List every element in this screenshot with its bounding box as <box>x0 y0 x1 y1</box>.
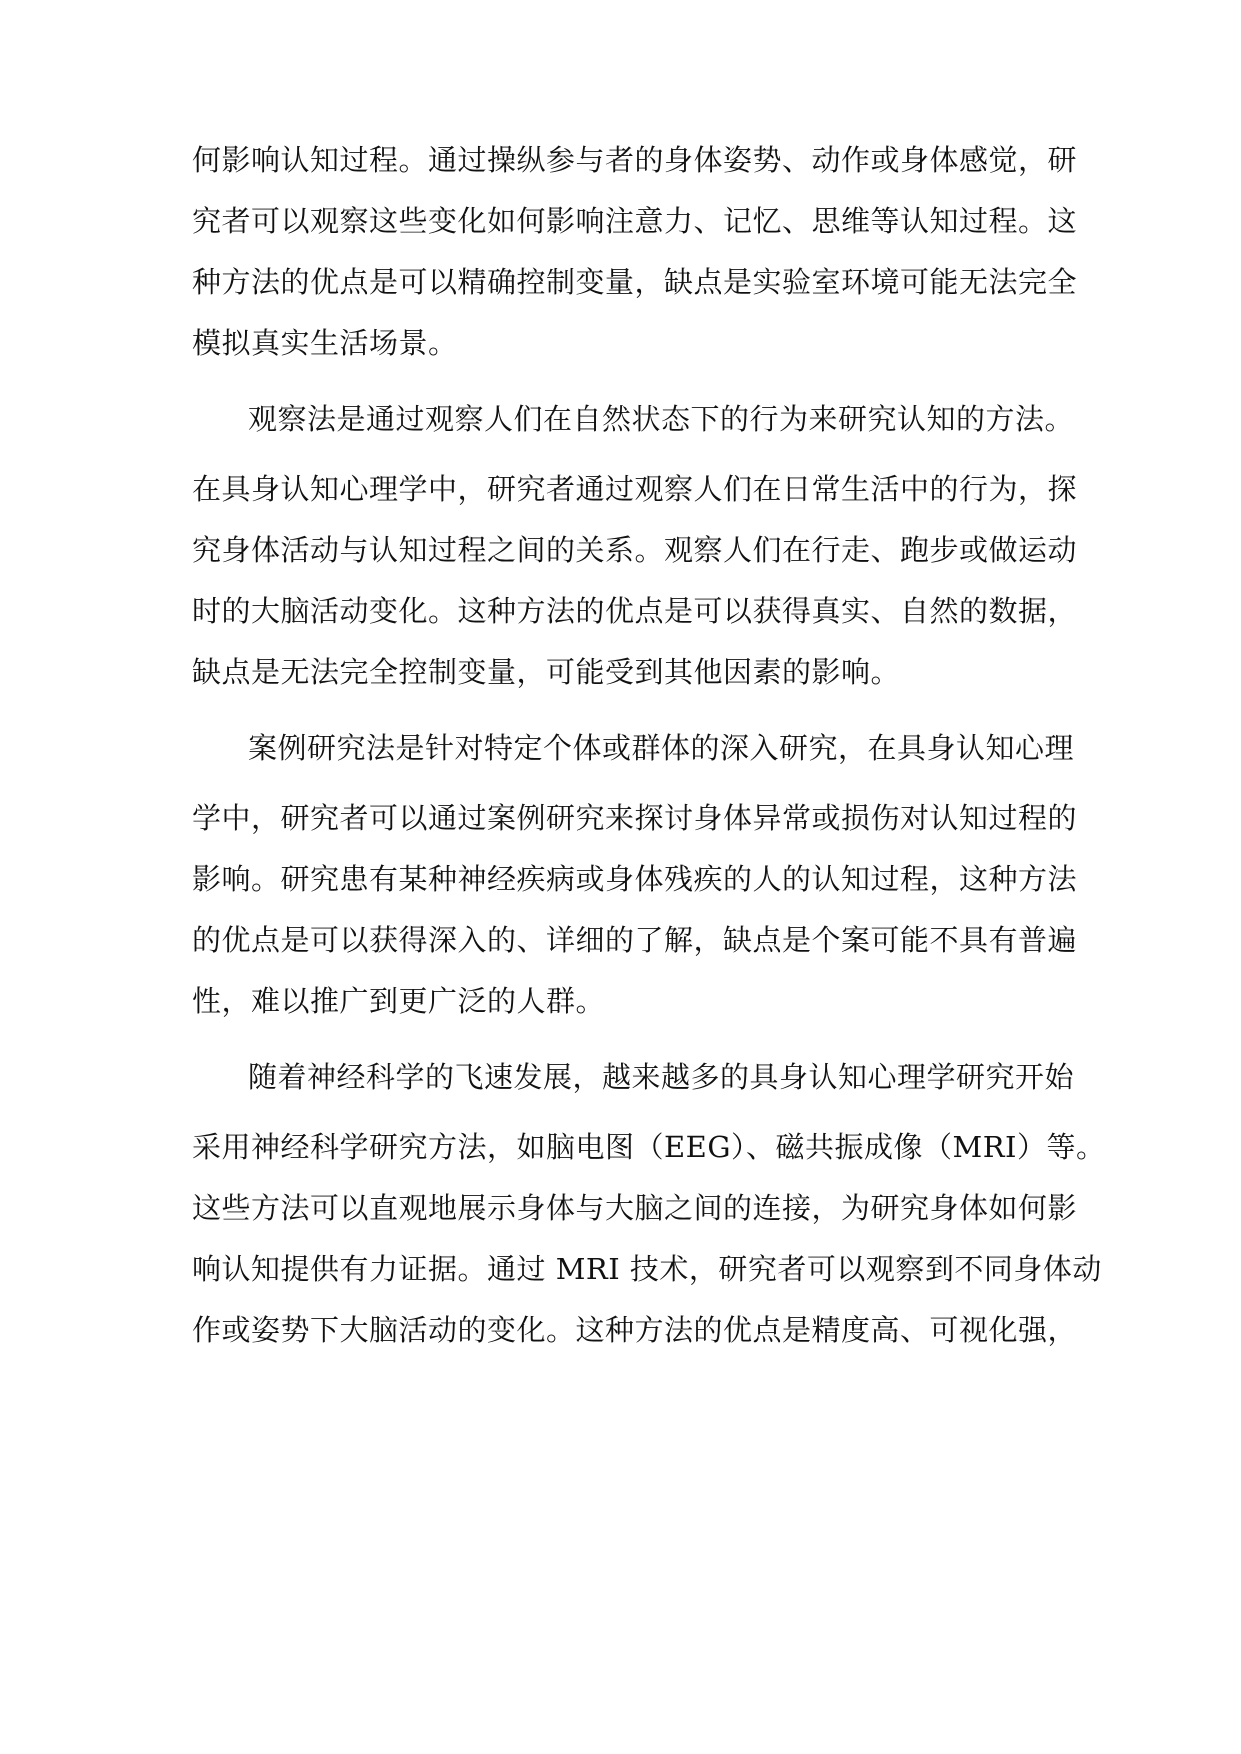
text-line: 究身体活动与认知过程之间的关系。观察人们在行走、跑步或做运动 <box>192 533 1078 567</box>
text-line: 模拟真实生活场景。 <box>192 326 458 360</box>
paragraph-first-line: 随着神经科学的飞速发展，越来越多的具身认知心理学研究开始 <box>248 1060 1075 1094</box>
text-line: 何影响认知过程。通过操纵参与者的身体姿势、动作或身体感觉，研 <box>192 143 1078 177</box>
text-line: 采用神经科学研究方法，如脑电图（EEG）、磁共振成像（MRI）等。 <box>192 1130 1106 1164</box>
text-line: 种方法的优点是可以精确控制变量，缺点是实验室环境可能无法完全 <box>192 265 1078 299</box>
text-line: 这些方法可以直观地展示身体与大脑之间的连接，为研究身体如何影 <box>192 1191 1078 1225</box>
text-line: 响认知提供有力证据。通过 MRI 技术，研究者可以观察到不同身体动 <box>192 1252 1102 1286</box>
text-line: 学中，研究者可以通过案例研究来探讨身体异常或损伤对认知过程的 <box>192 801 1078 835</box>
text-line: 的优点是可以获得深入的、详细的了解，缺点是个案可能不具有普遍 <box>192 923 1078 957</box>
paragraph-first-line: 观察法是通过观察人们在自然状态下的行为来研究认知的方法。 <box>248 402 1075 436</box>
paragraph-first-line: 案例研究法是针对特定个体或群体的深入研究，在具身认知心理 <box>248 731 1075 765</box>
text-line: 缺点是无法完全控制变量，可能受到其他因素的影响。 <box>192 655 901 689</box>
text-line: 影响。研究患有某种神经疾病或身体残疾的人的认知过程，这种方法 <box>192 862 1078 896</box>
text-line: 在具身认知心理学中，研究者通过观察人们在日常生活中的行为，探 <box>192 472 1078 506</box>
text-line: 时的大脑活动变化。这种方法的优点是可以获得真实、自然的数据， <box>192 594 1078 628</box>
text-line: 究者可以观察这些变化如何影响注意力、记忆、思维等认知过程。这 <box>192 204 1078 238</box>
text-line: 作或姿势下大脑活动的变化。这种方法的优点是精度高、可视化强， <box>192 1313 1078 1347</box>
text-line: 性，难以推广到更广泛的人群。 <box>192 984 606 1018</box>
